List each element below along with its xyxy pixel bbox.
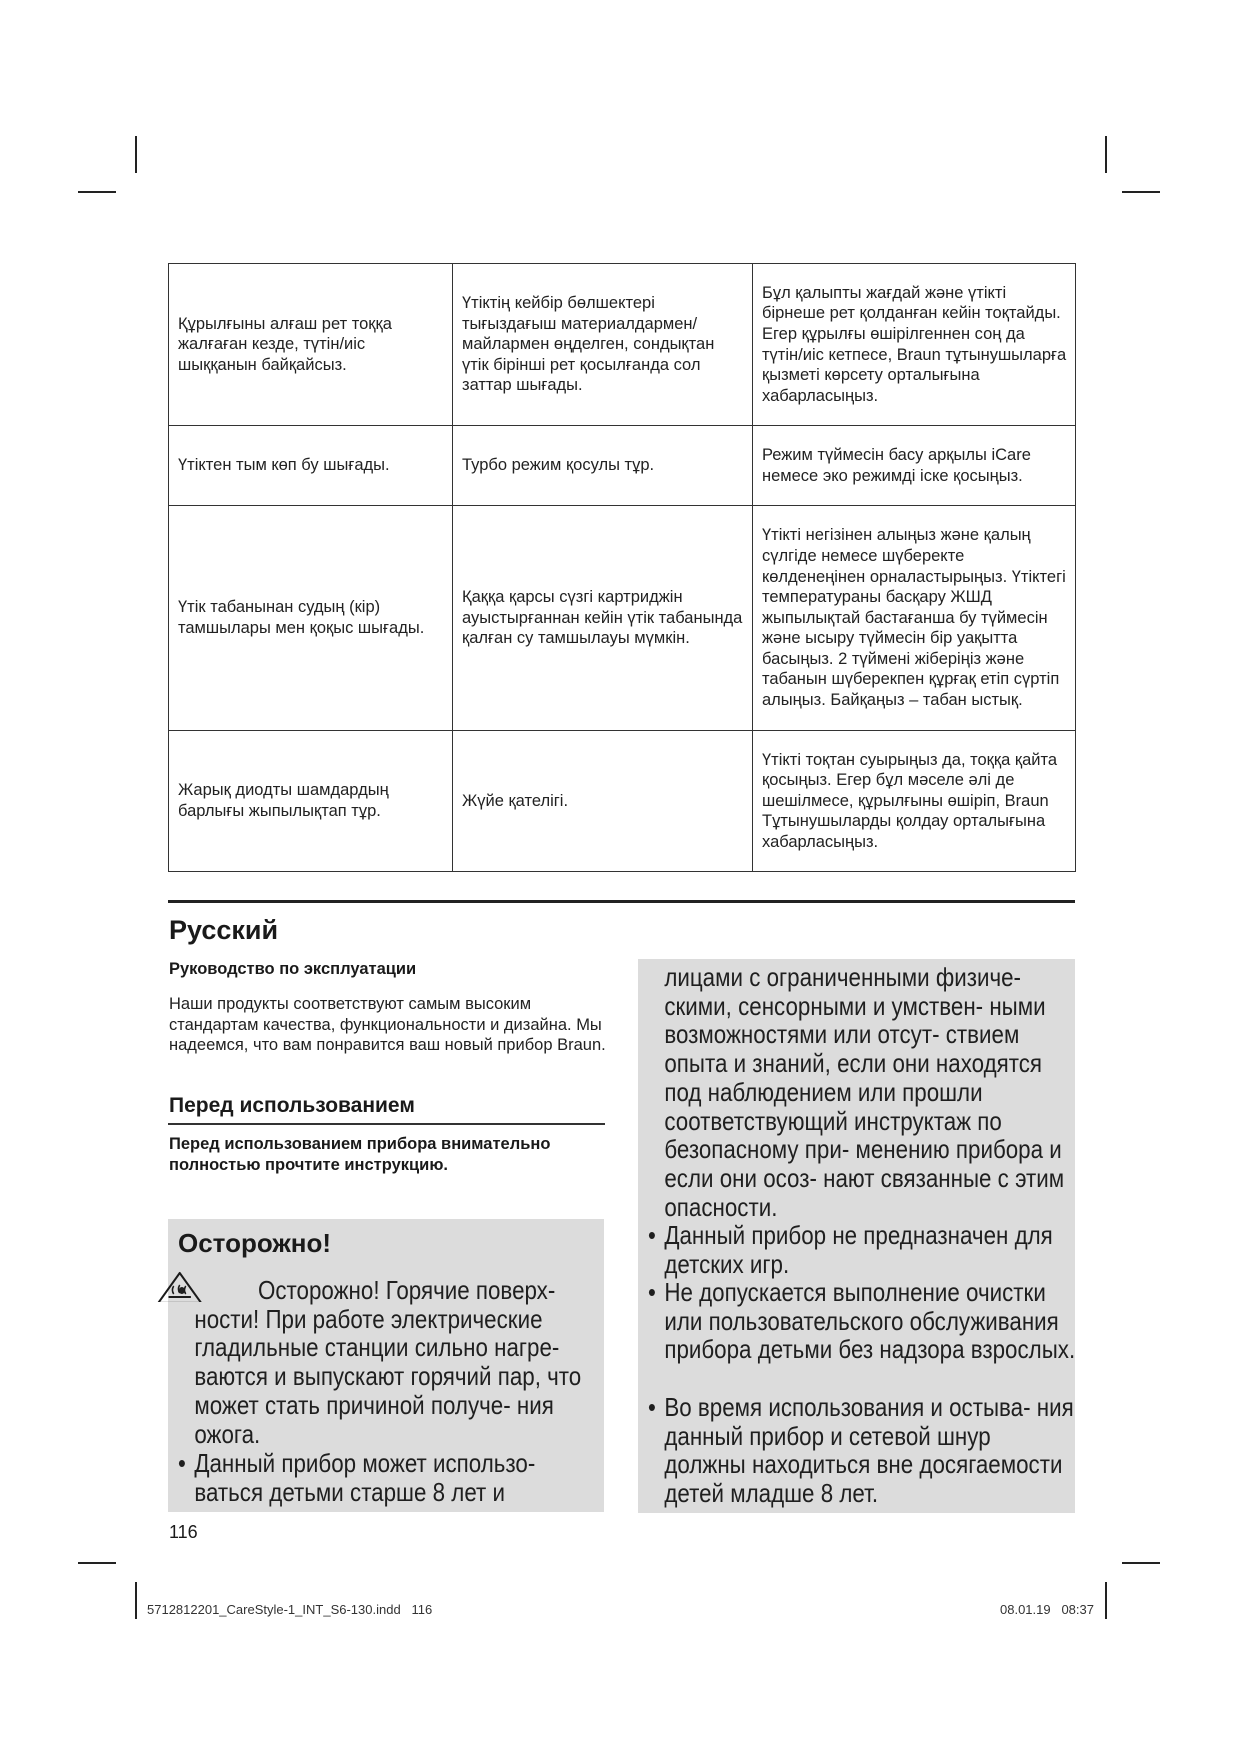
before-use-note: Перед использованием прибора внимательно полностью прочтите инструкцию. <box>169 1135 551 1174</box>
bullet-dot: • <box>178 1448 186 1478</box>
cause-cell: Жүйе қателігі. <box>453 731 753 872</box>
warning-bullet-text: Данный прибор может использо- ваться детьми старше 8 лет и <box>194 1448 536 1507</box>
table-row <box>169 506 1076 731</box>
crop-mark <box>135 136 137 173</box>
problem-cell: Құрылғыны алғаш рет тоққа жалғаған кезде, түтін/иіс шыққанын байқайсыз. <box>169 264 453 426</box>
warning-bullet-text: Не допускается выполнение очистки или пользовательского обслуживания прибора детьми без надзора взрослых. <box>664 1277 1076 1365</box>
troubleshooting-table <box>168 263 1076 872</box>
warning-box <box>168 1219 604 1512</box>
warning-continuation-text: лицами с ограниченными физиче- скими, сенсорными и умствен- ными возможностями или отсут- ствием опыта и знаний, если они находятся под наблюдением или прошли соответствующий инструктаж по безопасному при- менению прибора и если они осоз- нают связанные с этим опасности. <box>664 962 1065 1222</box>
before-use-heading: Перед использованием <box>169 1094 415 1117</box>
warning-title: Осторожно! <box>178 1228 332 1258</box>
crop-mark <box>78 191 116 193</box>
bullet-dot: • <box>648 1392 656 1422</box>
heading-underline <box>168 1123 605 1125</box>
remedy-cell: Бұл қалыпты жағдай және үтікті бірнеше рет қолданған кейін тоқтайды. Егер құрылғы өшірілгеннен соң да түтін/иіс кетпесе, Braun тұтынушыларға қызметі көрсету орталығына хабарласыңыз. <box>753 264 1076 426</box>
problem-cell: Үтік табанынан судың (кір) тамшылары мен қоқыс шығады. <box>169 506 453 731</box>
crop-mark <box>1122 1562 1160 1564</box>
intro-paragraph: Наши продукты соответствуют самым высоким стандартам качества, функциональности и дизайна. Мы надеемся, что вам понравится ваш новый прибор Braun. <box>169 995 606 1054</box>
warning-box-continued <box>638 959 1075 1513</box>
table-row <box>169 426 1076 506</box>
warning-bullet-text: Во время использования и остыва- ния данный прибор и сетевой шнур должны находиться вне досягаемости детей младше 8 лет. <box>664 1392 1074 1509</box>
table-row <box>169 731 1076 872</box>
crop-mark <box>78 1562 116 1564</box>
warning-bullet-text: Данный прибор не предназначен для детских игр. <box>664 1220 1053 1279</box>
problem-cell: Жарық диодты шамдардың барлығы жыпылықтап тұр. <box>169 731 453 872</box>
crop-mark <box>1122 191 1160 193</box>
bullet-dot: • <box>648 1277 656 1307</box>
crop-mark <box>135 1582 137 1619</box>
warning-bullet-text: Осторожно! Горячие поверх- ности! При работе электрические гладильные станции сильно нагре- ваются и выпускают горячий пар, что может стать причиной получе- ния ожога. <box>194 1275 582 1449</box>
manual-subtitle: Руководство по эксплуатации <box>169 960 417 978</box>
cause-cell: Үтіктің кейбір бөлшектері тығыздағыш материалдармен/ майлармен өңделген, сондықтан үтік бірінші рет қосылғанда сол заттар шығады. <box>453 264 753 426</box>
footer-timestamp: 08.01.19 08:37 <box>1000 1602 1094 1617</box>
remedy-cell: Үтікті тоқтан суырыңыз да, тоққа қайта қосыңыз. Егер бұл мәселе әлі де шешілмесе, құрылғыны өшіріп, Braun Тұтынушыларды қолдау орталығына хабарласыңыз. <box>753 731 1076 872</box>
remedy-cell: Режим түймесін басу арқылы iCare немесе эко режимді іске қосыңыз. <box>753 426 1076 506</box>
cause-cell: Турбо режим қосулы тұр. <box>453 426 753 506</box>
section-divider <box>168 900 1075 903</box>
bullet-dot: • <box>178 1275 186 1305</box>
language-title: Русский <box>169 915 279 945</box>
remedy-cell: Үтікті негізінен алыңыз және қалың сүлгіде немесе шүберекте көлденеңінен орналастырыңыз. Үтіктегі температураны басқару ЖШД жыпылықтай бастағанша бу түймесін және ысыру түймесін бір уақытта басыңыз. 2 түймені жіберіңіз және табанын шүберекпен құрғақ етіп сүртіп алыңыз. Байқаңыз – табан ыстық. <box>753 506 1076 731</box>
problem-cell: Үтіктен тым көп бу шығады. <box>169 426 453 506</box>
bullet-dot: • <box>648 1220 656 1250</box>
page-number: 116 <box>169 1522 198 1542</box>
crop-mark <box>1105 1582 1107 1619</box>
crop-mark <box>1105 136 1107 173</box>
table-row <box>169 264 1076 426</box>
cause-cell: Қаққа қарсы сүзгі картриджін ауыстырғаннан кейін үтік табанында қалған су тамшылауы мүмкін. <box>453 506 753 731</box>
hot-surface-warning-icon <box>157 1268 203 1302</box>
footer-file-info: 5712812201_CareStyle-1_INT_S6-130.indd 116 <box>147 1602 433 1617</box>
